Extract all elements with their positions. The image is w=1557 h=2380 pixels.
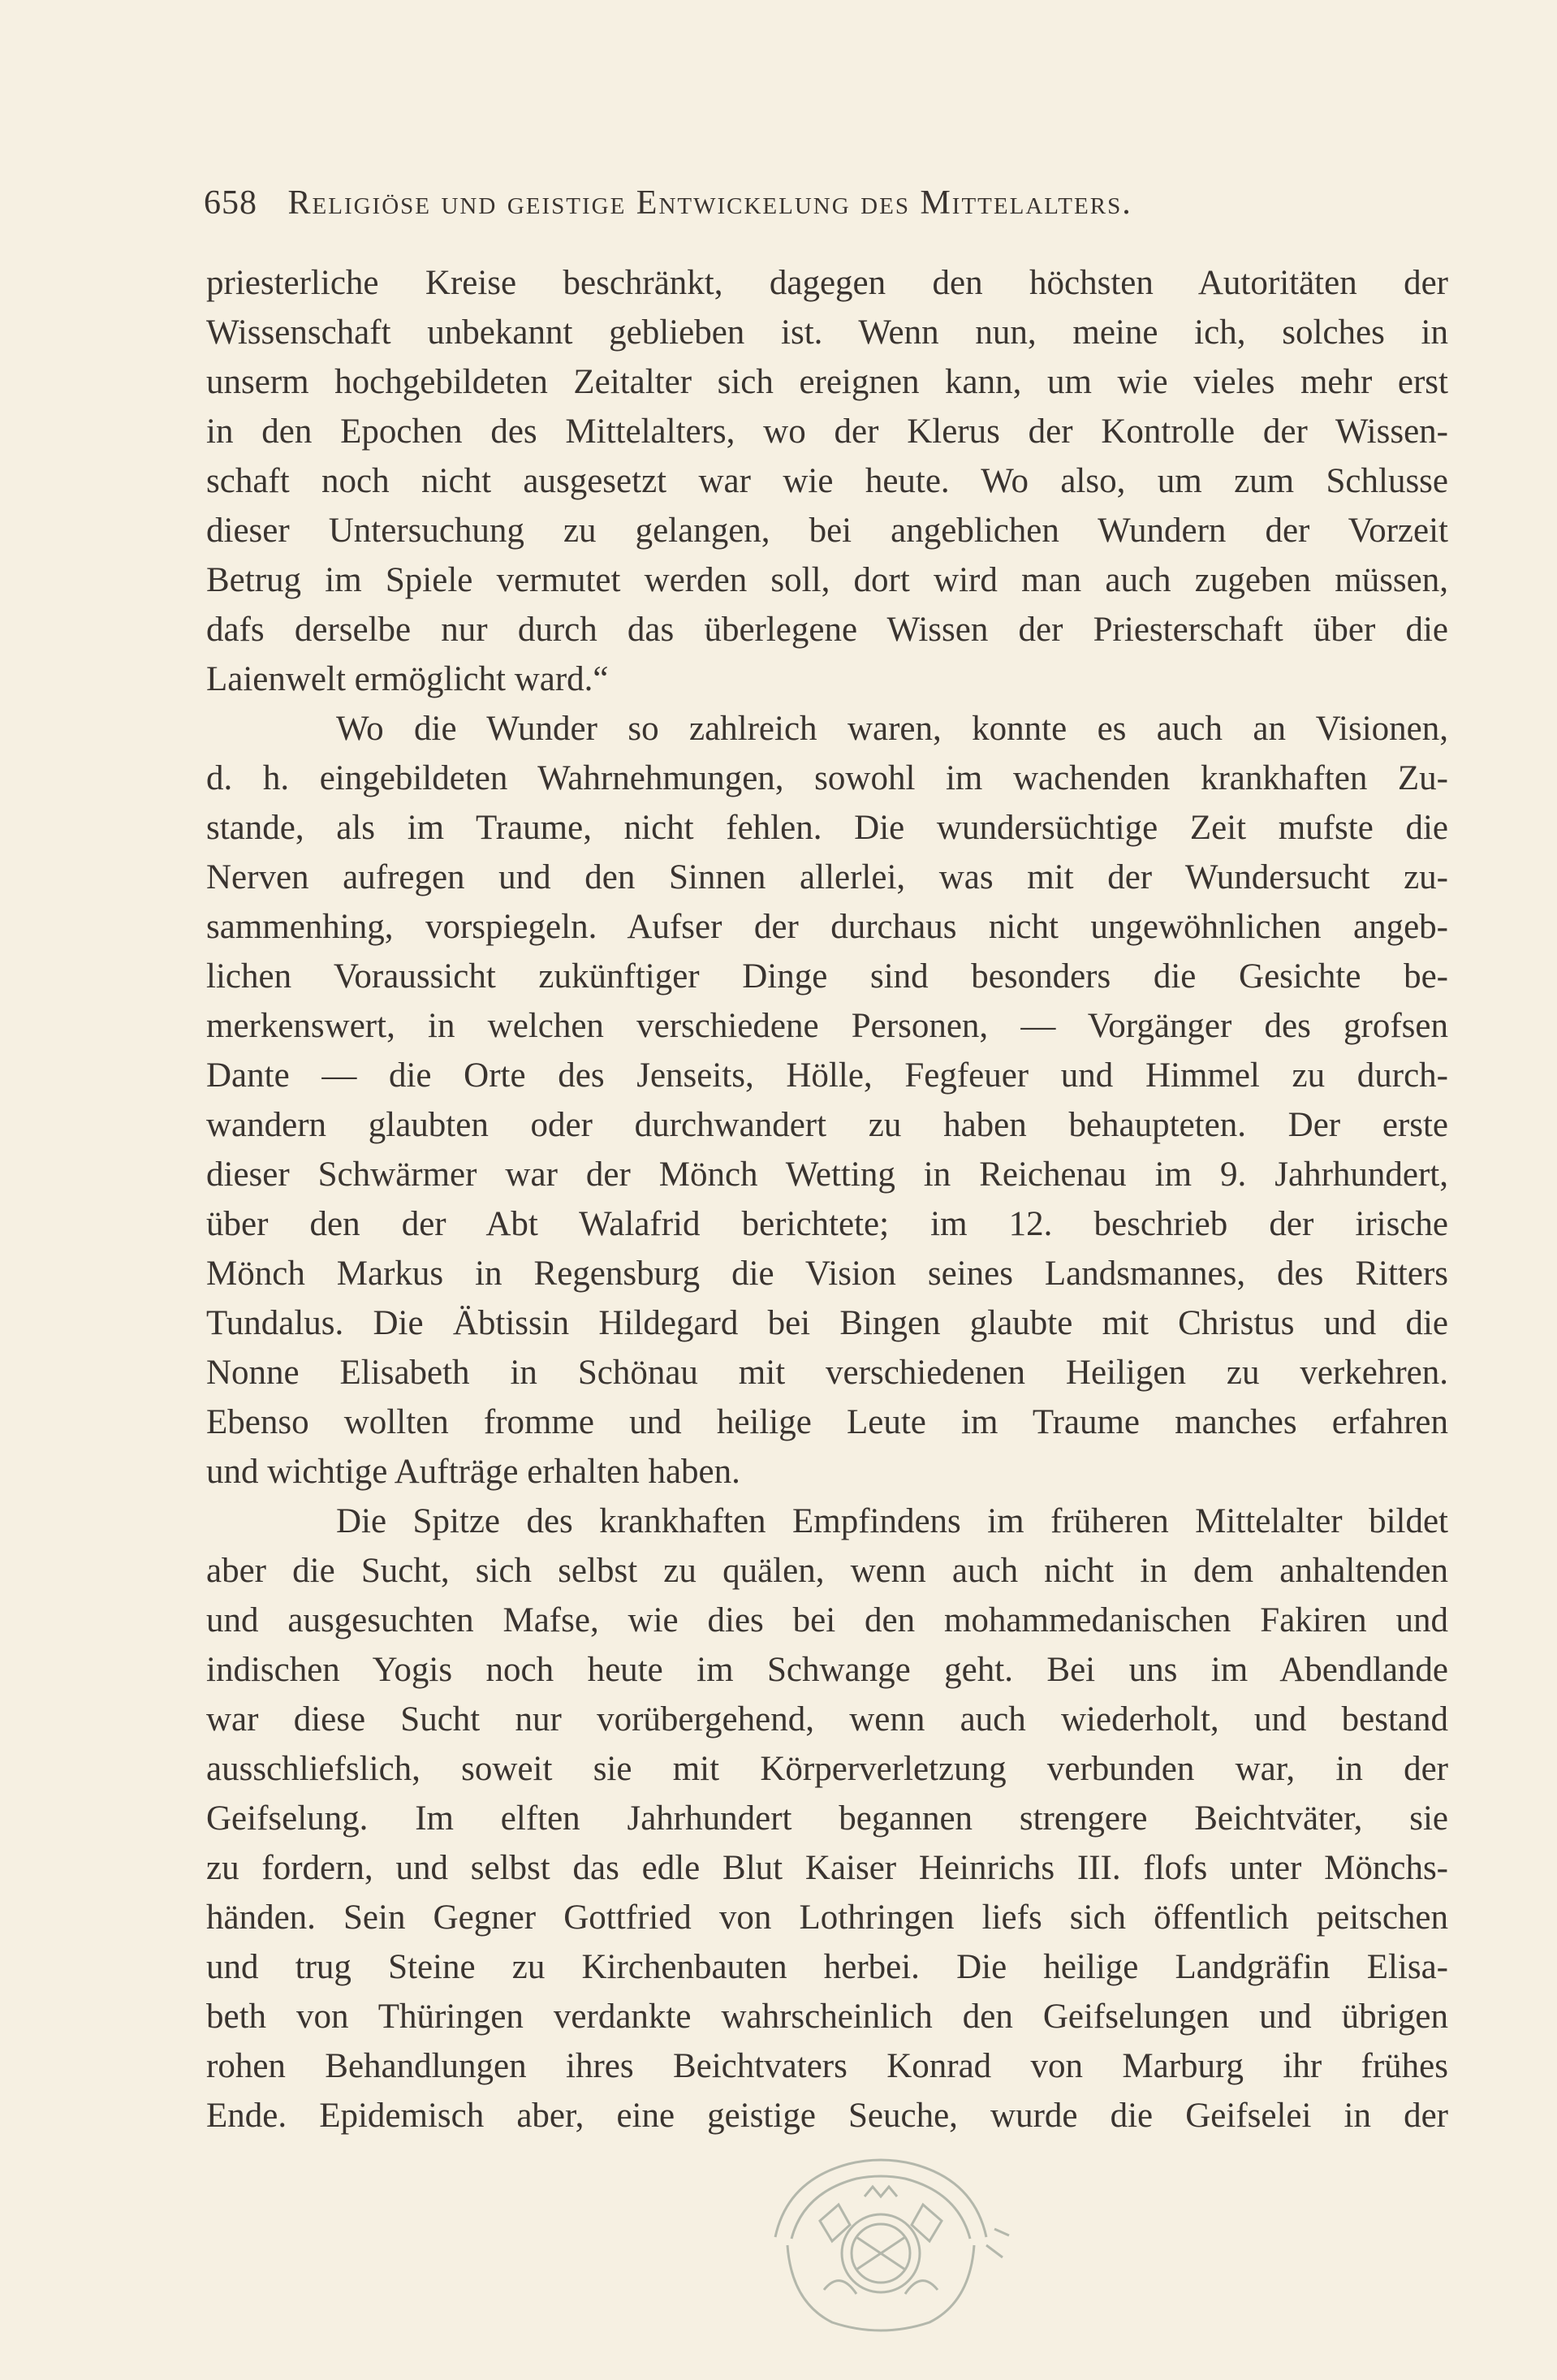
text-line: Geifselung. Im elften Jahrhundert begannen strengere Beichtväter, sie	[206, 1799, 1448, 1838]
museum-library-stamp-icon	[743, 2148, 1019, 2343]
text-line: Ende. Epidemisch aber, eine geistige Seuche, wurde die Geifselei in der	[206, 2097, 1448, 2135]
text-line: merkenswert, in welchen verschiedene Personen, — Vorgänger des grofsen	[206, 1007, 1448, 1045]
text-line: händen. Sein Gegner Gottfried von Lothringen liefs sich öffentlich peitschen	[206, 1898, 1448, 1937]
text-line: Die Spitze des krankhaften Empfindens im früheren Mittelalter bildet	[336, 1502, 1448, 1540]
page-number: 658	[204, 184, 257, 222]
running-head-title: Religiöse und geistige Entwickelung des Mittelalters.	[287, 184, 1132, 222]
text-line: ausschliefslich, soweit sie mit Körperverletzung verbunden war, in der	[206, 1750, 1448, 1788]
text-line: Nonne Elisabeth in Schönau mit verschiedenen Heiligen zu verkehren.	[206, 1354, 1448, 1392]
text-line: dieser Schwärmer war der Mönch Wetting in Reichenau im 9. Jahrhundert,	[206, 1155, 1448, 1194]
running-header	[204, 184, 1356, 232]
text-line: und ausgesuchten Mafse, wie dies bei den mohammedanischen Fakiren und	[206, 1601, 1448, 1639]
text-line: Dante — die Orte des Jenseits, Hölle, Fegfeuer und Himmel zu durch-	[206, 1056, 1448, 1095]
text-line: d. h. eingebildeten Wahrnehmungen, sowohl im wachenden krankhaften Zu-	[206, 759, 1448, 797]
text-line: dieser Untersuchung zu gelangen, bei angeblichen Wundern der Vorzeit	[206, 512, 1448, 550]
text-line: Nerven aufregen und den Sinnen allerlei, was mit der Wundersucht zu-	[206, 858, 1448, 896]
text-line: stande, als im Traume, nicht fehlen. Die wundersüchtige Zeit mufste die	[206, 809, 1448, 847]
text-line: Wo die Wunder so zahlreich waren, konnte es auch an Visionen,	[336, 710, 1448, 748]
text-line: wandern glaubten oder durchwandert zu haben behaupteten. Der erste	[206, 1106, 1448, 1144]
text-line: sammenhing, vorspiegeln. Aufser der durchaus nicht ungewöhnlichen angeb-	[206, 908, 1448, 946]
text-line: Mönch Markus in Regensburg die Vision seines Landsmannes, des Ritters	[206, 1255, 1448, 1293]
text-line: Wissenschaft unbekannt geblieben ist. Wenn nun, meine ich, solches in	[206, 313, 1448, 352]
text-line: Betrug im Spiele vermutet werden soll, dort wird man auch zugeben müssen,	[206, 561, 1448, 599]
text-line: rohen Behandlungen ihres Beichtvaters Konrad von Marburg ihr frühes	[206, 2047, 1448, 2085]
text-line: lichen Voraussicht zukünftiger Dinge sind besonders die Gesichte be-	[206, 957, 1448, 996]
text-line: Ebenso wollten fromme und heilige Leute im Traume manches erfahren	[206, 1403, 1448, 1441]
text-line: beth von Thüringen verdankte wahrscheinlich den Geifselungen und übrigen	[206, 1998, 1448, 2036]
text-line: war diese Sucht nur vorübergehend, wenn auch wiederholt, und bestand	[206, 1700, 1448, 1739]
text-line: und wichtige Aufträge erhalten haben.	[206, 1453, 740, 1491]
text-line: priesterliche Kreise beschränkt, dagegen den höchsten Autoritäten der	[206, 264, 1448, 302]
text-line: indischen Yogis noch heute im Schwange geht. Bei uns im Abendlande	[206, 1651, 1448, 1689]
text-line: dafs derselbe nur durch das überlegene Wissen der Priesterschaft über die	[206, 611, 1448, 649]
body-text	[206, 258, 1448, 2140]
text-line: Laienwelt ermöglicht ward.“	[206, 660, 609, 698]
text-line: schaft noch nicht ausgesetzt war wie heute. Wo also, um zum Schlusse	[206, 462, 1448, 500]
text-line: Tundalus. Die Äbtissin Hildegard bei Bingen glaubte mit Christus und die	[206, 1304, 1448, 1342]
text-line: in den Epochen des Mittelalters, wo der Klerus der Kontrolle der Wissen-	[206, 413, 1448, 451]
text-line: und trug Steine zu Kirchenbauten herbei. Die heilige Landgräfin Elisa-	[206, 1948, 1448, 1986]
text-line: über den der Abt Walafrid berichtete; im 12. beschrieb der irische	[206, 1205, 1448, 1243]
text-line: zu fordern, und selbst das edle Blut Kaiser Heinrichs III. flofs unter Mönchs-	[206, 1849, 1448, 1887]
text-line: aber die Sucht, sich selbst zu quälen, wenn auch nicht in dem anhaltenden	[206, 1552, 1448, 1590]
text-line: unserm hochgebildeten Zeitalter sich ereignen kann, um wie vieles mehr erst	[206, 363, 1448, 401]
